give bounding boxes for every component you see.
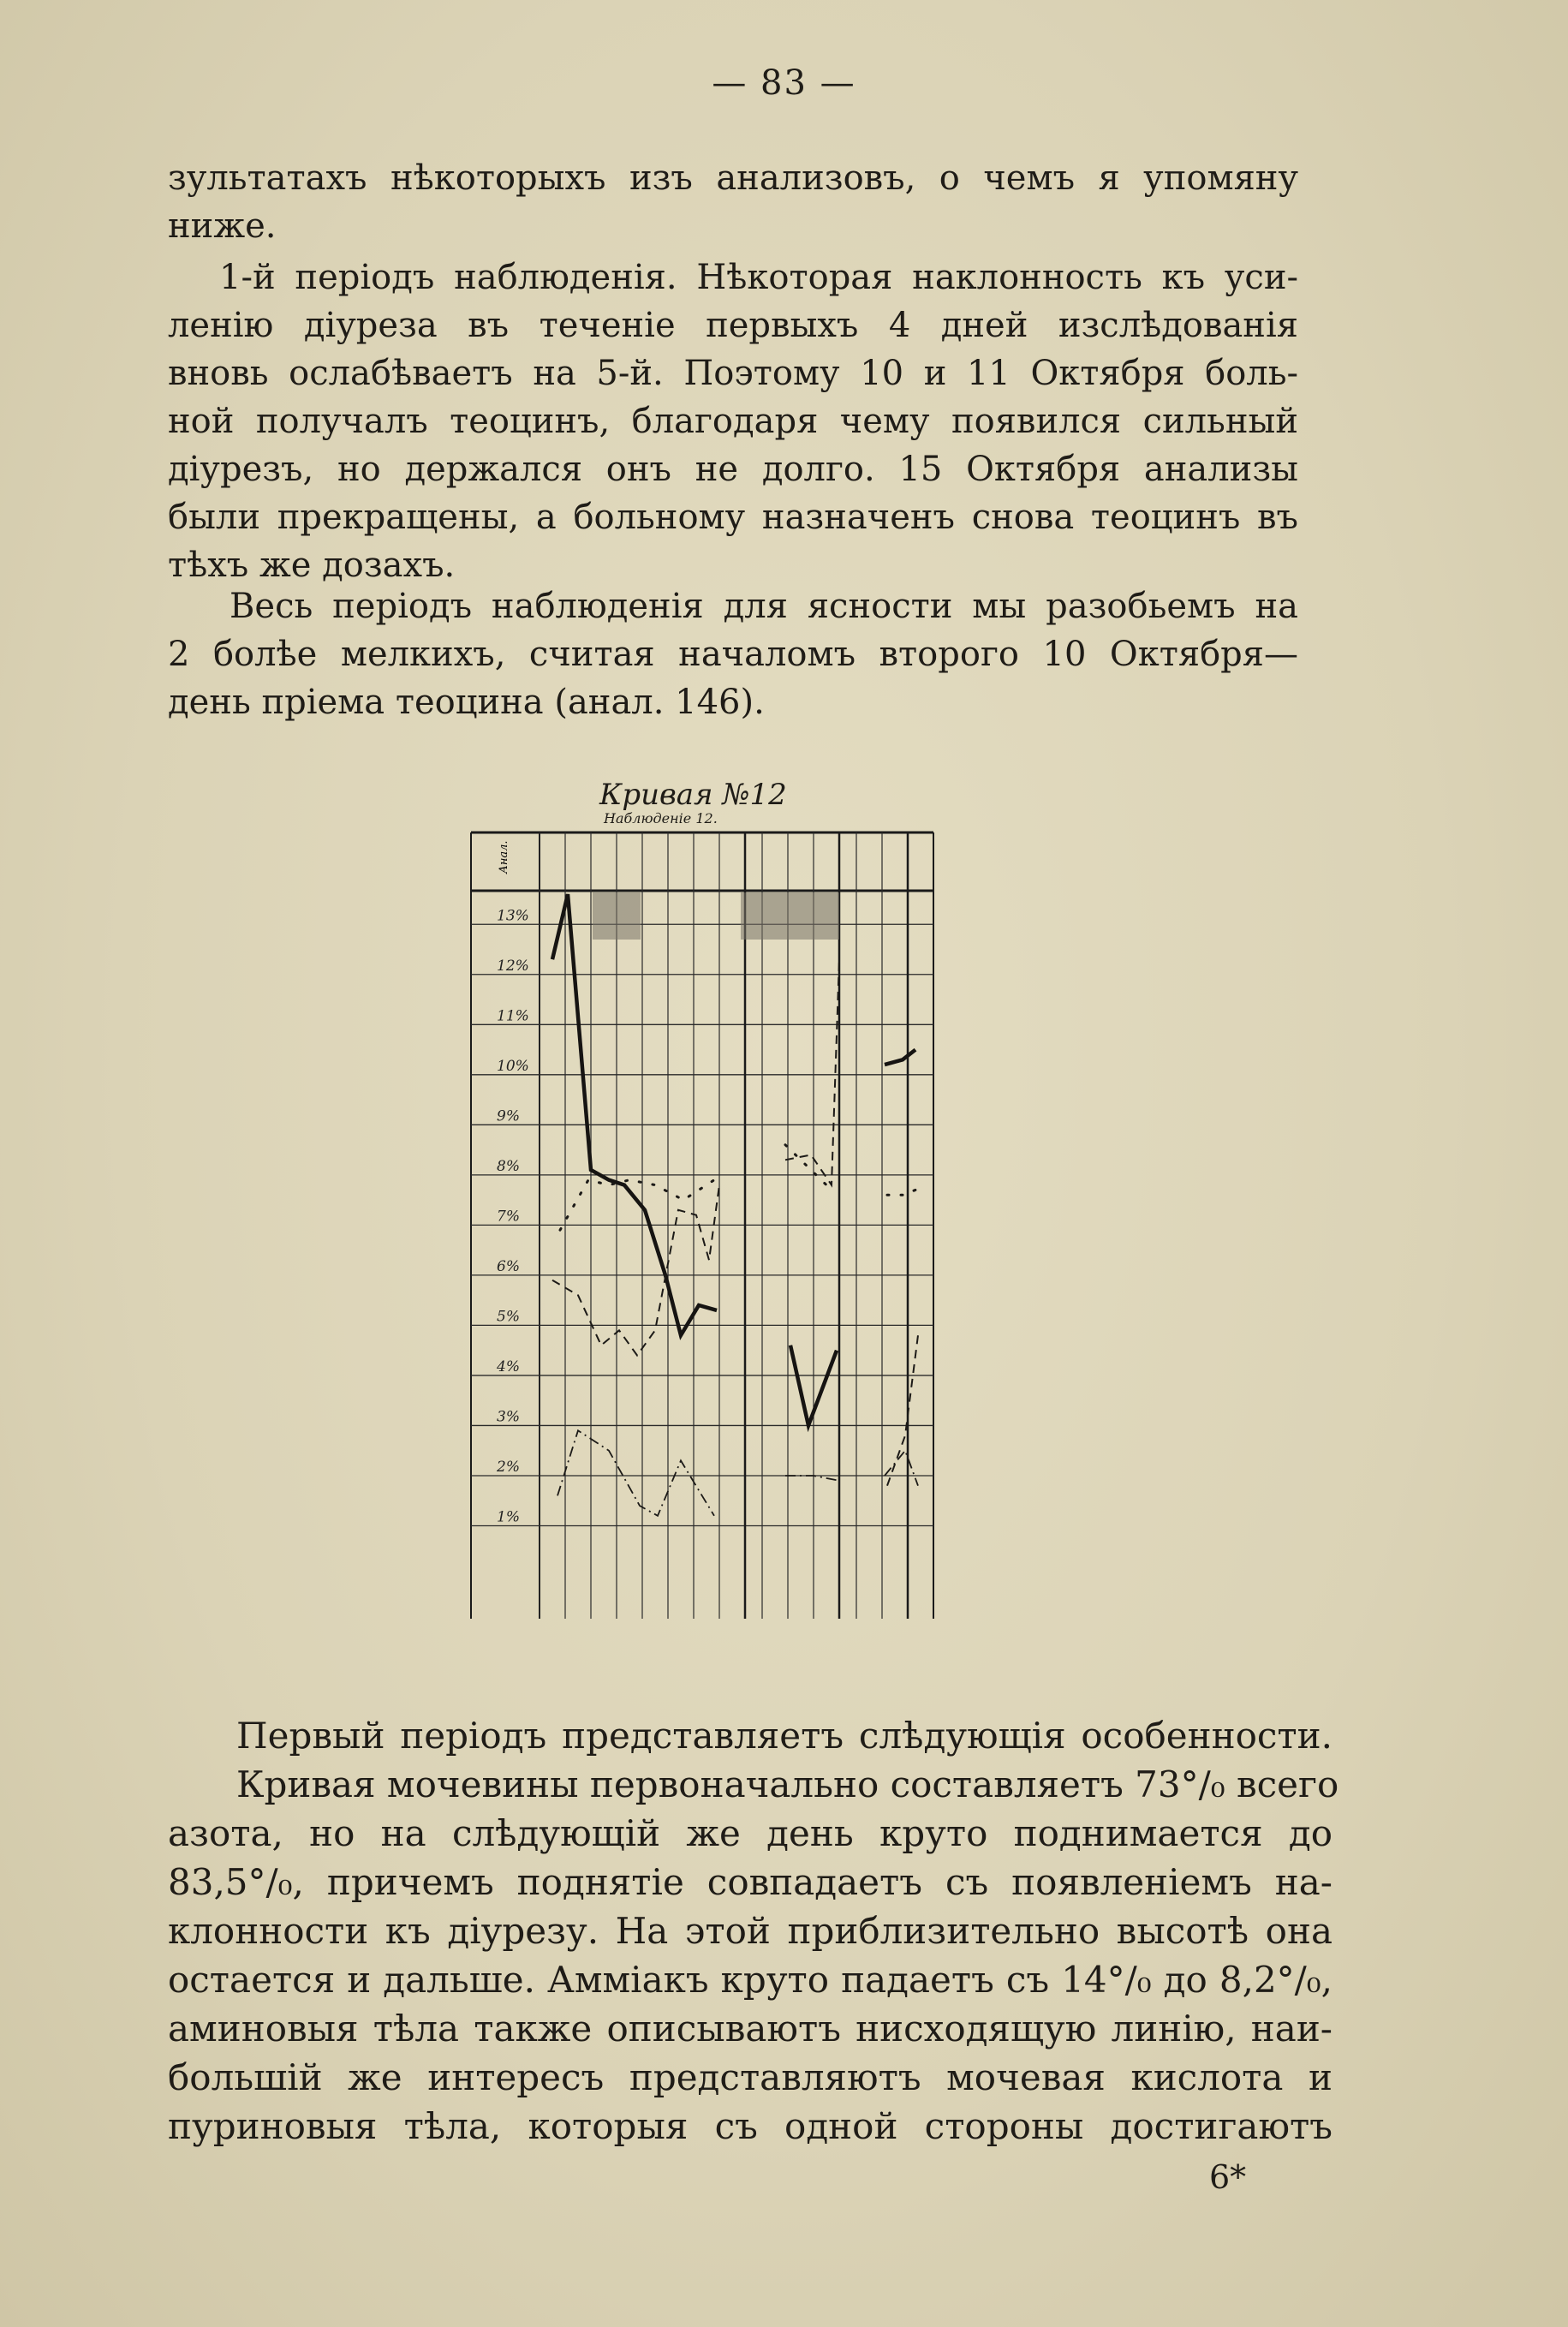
y-tick-label: 3% bbox=[497, 1408, 520, 1426]
text-line: вновь ослабѣваетъ на 5-й. Поэтому 10 и 11 Октября боль- bbox=[168, 354, 1298, 393]
y-tick-label: 5% bbox=[497, 1308, 520, 1326]
curve-solid-heavy bbox=[885, 1050, 915, 1065]
signature-mark: 6* bbox=[1209, 2158, 1247, 2196]
text-line: діурезъ, но держался онъ не долго. 15 Октября анализы bbox=[168, 450, 1298, 489]
chart-title: Кривая №12 bbox=[599, 778, 787, 812]
y-tick-label: 7% bbox=[497, 1208, 520, 1226]
text-line: тѣхъ же дозахъ. bbox=[168, 546, 456, 585]
paragraph-2 bbox=[168, 254, 1298, 589]
text-line: большій же интересъ представляютъ мочевая кислота и bbox=[168, 2056, 1333, 2098]
text-line: 1-й періодъ наблюденія. Нѣкоторая наклонность къ уси- bbox=[219, 258, 1298, 297]
text-line: Первый періодъ представляетъ слѣдующія особенности. bbox=[236, 1715, 1333, 1757]
corner-label: Анал. bbox=[498, 840, 510, 874]
paragraph-4 bbox=[168, 1711, 1339, 2151]
text-line: ной получалъ теоцинъ, благодаря чему появился сильный bbox=[168, 402, 1298, 441]
y-tick-label: 8% bbox=[497, 1157, 520, 1175]
text-line: Весь періодъ наблюденія для ясности мы разобьемъ на bbox=[230, 587, 1298, 626]
curve-dashed bbox=[552, 1185, 719, 1356]
text-line: 83,5°/₀, причемъ поднятіе совпадаетъ съ появленіемъ на- bbox=[168, 1861, 1333, 1903]
paragraph-1 bbox=[168, 154, 1298, 250]
y-tick-label: 1% bbox=[497, 1508, 520, 1526]
shaded-block bbox=[741, 892, 839, 940]
curve-dash-dot bbox=[557, 1430, 714, 1516]
y-tick-label: 12% bbox=[497, 957, 529, 975]
curve-solid-heavy bbox=[552, 894, 717, 1335]
text-line: ниже. bbox=[168, 206, 277, 246]
y-tick-label: 11% bbox=[497, 1007, 529, 1025]
shaded-block bbox=[593, 892, 641, 940]
text-line: пуриновыя тѣла, которыя съ одной стороны достигаютъ bbox=[168, 2105, 1333, 2147]
text-line: остается и дальше. Амміакъ круто падаетъ съ 14°/₀ до 8,2°/₀, bbox=[168, 1959, 1333, 2001]
text-line: ленію діуреза въ теченіе первыхъ 4 дней изслѣдованія bbox=[168, 306, 1298, 345]
curve-dotted bbox=[887, 1190, 915, 1195]
curve-dashed bbox=[887, 1335, 918, 1486]
text-line: зультатахъ нѣкоторыхъ изъ анализовъ, о чемъ я упомяну bbox=[168, 158, 1298, 198]
curve-dotted bbox=[560, 1180, 714, 1231]
curve-dotted bbox=[785, 1145, 832, 1190]
text-line: азота, но на слѣдующій же день круто поднимается до bbox=[168, 1812, 1333, 1854]
text-line: 2 болѣе мелкихъ, считая началомъ второго 10 Октября— bbox=[168, 635, 1298, 674]
chart-svg bbox=[462, 771, 993, 1662]
page-number: — 83 — bbox=[712, 63, 856, 103]
y-tick-label: 2% bbox=[497, 1458, 520, 1476]
text-line: были прекращены, а больному назначенъ снова теоцинъ въ bbox=[168, 498, 1298, 537]
y-tick-label: 10% bbox=[497, 1057, 529, 1075]
y-tick-label: 6% bbox=[497, 1257, 520, 1275]
curve-chart bbox=[462, 771, 993, 1662]
text-line: Кривая мочевины первоначально составляетъ 73°/₀ всего bbox=[236, 1763, 1339, 1805]
y-tick-label: 4% bbox=[497, 1357, 520, 1375]
y-tick-label: 9% bbox=[497, 1107, 520, 1125]
curve-dash-dot bbox=[785, 1476, 839, 1481]
y-tick-label: 13% bbox=[497, 907, 529, 925]
text-line: клонности къ діурезу. На этой приблизительно высотѣ она bbox=[168, 1910, 1333, 1952]
curve-dashed bbox=[785, 959, 839, 1184]
text-line: день пріема теоцина (анал. 146). bbox=[168, 683, 765, 722]
text-line: аминовыя тѣла также описываютъ нисходящую линію, наи- bbox=[168, 2008, 1333, 2050]
chart-subtitle: Наблюденіе 12. bbox=[604, 810, 718, 826]
paragraph-3 bbox=[168, 582, 1298, 726]
